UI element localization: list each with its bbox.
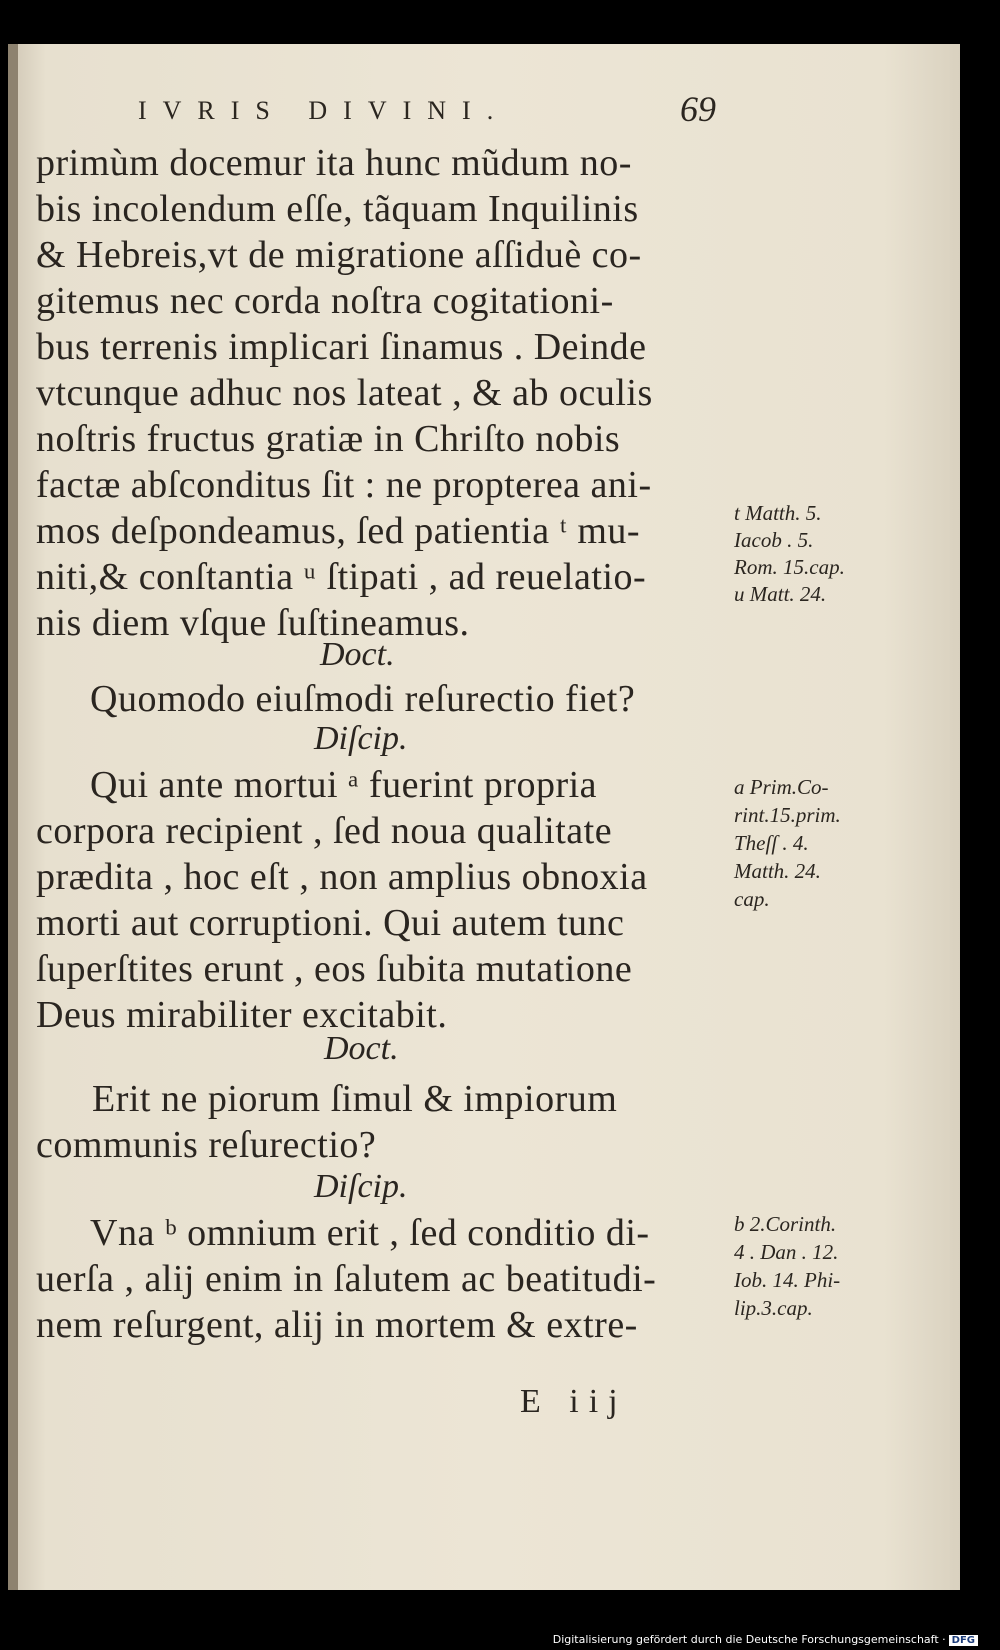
- text-line: morti aut corruptioni. Qui autem tunc: [36, 902, 625, 944]
- signature-mark: E iij: [520, 1383, 628, 1420]
- text-line: communis reſurectio?: [36, 1124, 377, 1166]
- margin-note: Theſſ . 4.: [734, 831, 809, 855]
- footer-text: Digitalisierung gefördert durch die Deutsche Forschungsgemeinschaft ·: [552, 1633, 946, 1646]
- text-line: mos deſpondeamus, ſed patientia ᵗ mu-: [36, 510, 641, 552]
- text-line: nem reſurgent, alij in mortem & extre-: [36, 1304, 638, 1346]
- text-line: bus terrenis implicari ſinamus . Deinde: [36, 326, 647, 368]
- margin-note: Rom. 15.cap.: [734, 555, 845, 579]
- text-line: Deus mirabiliter excitabit.: [36, 994, 448, 1036]
- text-line: vtcunque adhuc nos lateat , & ab oculis: [36, 372, 653, 414]
- speaker-heading: Doct.: [324, 1030, 399, 1067]
- text-line: primùm docemur ita hunc mũdum no-: [36, 142, 632, 184]
- text-line: corpora recipient , ſed noua qualitate: [36, 810, 613, 852]
- running-title: IVRIS DIVINI.: [138, 96, 510, 125]
- margin-note: Iacob . 5.: [734, 528, 814, 552]
- page-number: 69: [680, 89, 716, 129]
- text-line: ſuperſtites erunt , eos ſubita mutatione: [36, 948, 633, 990]
- margin-note: a Prim.Co-: [734, 775, 829, 799]
- text-line: nis diem vſque ſuſtineamus.: [36, 602, 470, 644]
- margin-note: 4 . Dan . 12.: [734, 1240, 839, 1264]
- margin-note: lip.3.cap.: [734, 1296, 813, 1320]
- text-line: Erit ne piorum ſimul & impiorum: [92, 1078, 618, 1120]
- text-line: & Hebreis,vt de migratione aſſiduè co-: [36, 234, 642, 276]
- text-line: Vna ᵇ omnium erit , ſed conditio di-: [90, 1212, 650, 1254]
- text-line: bis incolendum eſſe, tãquam Inquilinis: [36, 188, 639, 230]
- margin-note: Iob. 14. Phi-: [734, 1268, 841, 1292]
- margin-note: Matth. 24.: [734, 859, 821, 883]
- margin-note: u Matt. 24.: [734, 582, 827, 606]
- text-line: Quomodo eiuſmodi reſurectio fiet?: [90, 678, 636, 720]
- margin-note: cap.: [734, 887, 770, 911]
- speaker-heading: Diſcip.: [314, 1168, 408, 1205]
- margin-note: t Matth. 5.: [734, 501, 822, 525]
- text-line: prædita , hoc eſt , non amplius obnoxia: [36, 856, 648, 898]
- book-page: [8, 44, 960, 1590]
- margin-note: rint.15.prim.: [734, 803, 841, 827]
- footer-credit: [553, 1633, 978, 1646]
- dfg-logo: DFG: [949, 1635, 978, 1646]
- text-line: noſtris fructus gratiæ in Chriſto nobis: [36, 418, 621, 460]
- text-line: factæ abſconditus ſit : ne propterea ani-: [36, 464, 652, 506]
- margin-note: b 2.Corinth.: [734, 1212, 837, 1236]
- text-line: uerſa , alij enim in ſalutem ac beatitudi-: [36, 1258, 657, 1300]
- text-line: Qui ante mortui ᵃ fuerint propria: [90, 764, 598, 806]
- text-line: niti,& conſtantia ᵘ ſtipati , ad reuelatio-: [36, 556, 647, 598]
- text-line: gitemus nec corda noſtra cogitationi-: [36, 280, 614, 322]
- speaker-heading: Doct.: [320, 636, 395, 673]
- speaker-heading: Diſcip.: [314, 720, 408, 757]
- page-edge: [8, 44, 18, 1590]
